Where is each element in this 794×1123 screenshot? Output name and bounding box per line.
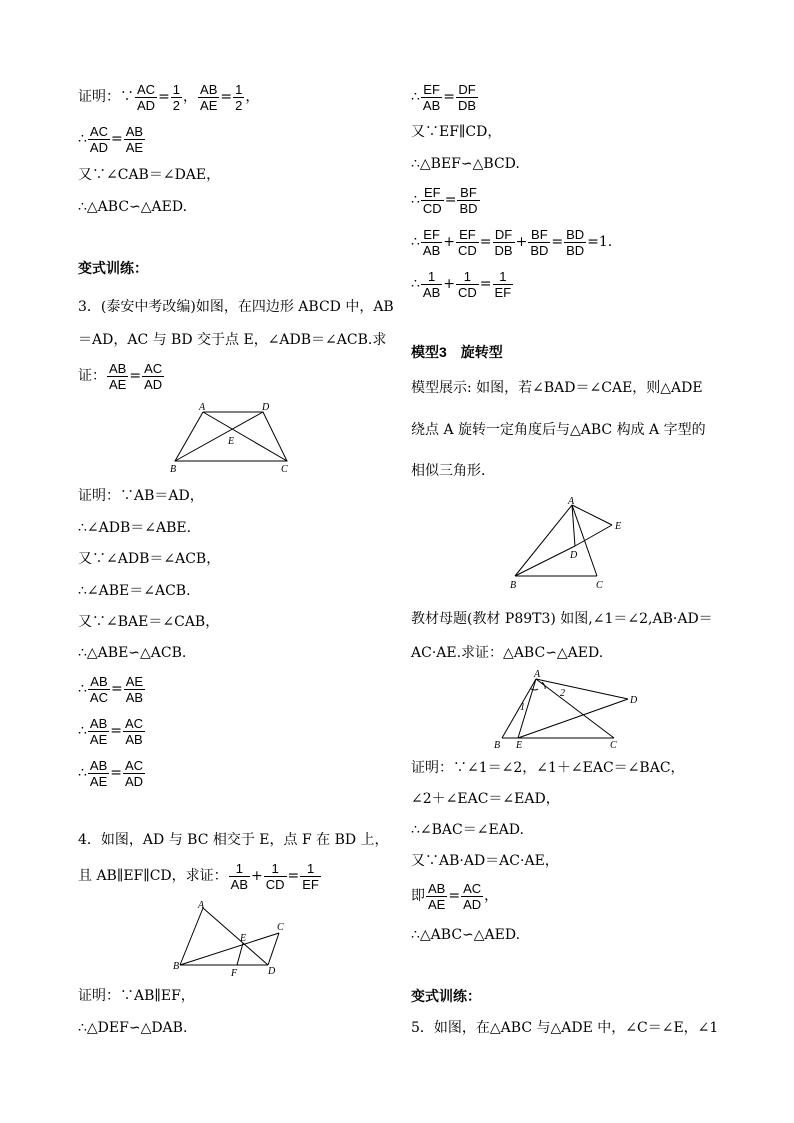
label-e: E (615, 521, 622, 532)
label-d: D (268, 966, 276, 977)
label-c: C (596, 580, 603, 591)
problem4-line1: 4．如图，AD 与 BC 相交于 E，点 F 在 BD 上， (78, 832, 389, 848)
label-c: C (281, 464, 288, 475)
label-b: B (510, 580, 517, 591)
figure-parallel-lines (170, 898, 295, 978)
proof1-angle: 又∵∠CAB＝∠DAE， (78, 167, 221, 183)
problem4-line2: 且 AB∥EF∥CD，求证： $\frac{1}{AB}$ + $\frac{1}{CD}$ = $\frac{1}{EF}$ (78, 860, 319, 892)
tb-proof-2: ∠2＋∠EAC＝∠EAD， (411, 791, 560, 807)
p3-ratio-2: ∴ $\frac{AB}{AE}$ = $\frac{AC}{AB}$ (78, 715, 144, 747)
label-angle-1: 1 (520, 702, 525, 713)
textbook-line-1: 教材母题(教材 P89T3) 如图,∠1＝∠2,AB·AD＝ (411, 611, 713, 627)
label-b: B (494, 740, 501, 751)
p3-proof-5: 又∵∠BAE＝∠CAB， (78, 614, 220, 630)
p3-proof-2: ∴∠ADB＝∠ABE. (78, 520, 192, 536)
label-angle-2: 2 (560, 688, 565, 699)
tb-proof-1: 证明：∵∠1＝∠2，∠1＋∠EAC＝∠BAC， (411, 760, 685, 776)
label-a: A (568, 496, 575, 507)
tb-proof-3: ∴∠BAC＝∠EAD. (411, 822, 524, 838)
label-a: A (198, 900, 205, 911)
model-text-1: 模型展示: 如图，若∠BAD＝∠CAE，则△ADE (411, 380, 703, 396)
textbook-line-2: AC·AE.求证：△ABC∽△AED. (411, 645, 604, 661)
figure-textbook (488, 667, 643, 752)
p3-ratio-3: ∴ $\frac{AB}{AE}$ = $\frac{AC}{AD}$ (78, 757, 144, 789)
fraction: $\frac{AC}{AD}$ (144, 360, 163, 392)
p3-proof-1: 证明：∵AB＝AD， (78, 488, 204, 504)
label-d: D (630, 695, 638, 706)
r-line-2: ∴△BEF∽△BCD. (411, 156, 520, 172)
label-c: C (610, 740, 617, 751)
r-ratio-4: ∴ $\frac{1}{AB}$ + $\frac{1}{CD}$ = $\frac{1}{EF}$ (411, 268, 512, 300)
label-b: B (173, 961, 180, 972)
fraction: $\frac{AB}{AE}$ (109, 360, 127, 392)
model-text-3: 相似三角形． (411, 463, 495, 479)
figure-rotation-model (500, 492, 630, 592)
fraction: $\frac{1}{2}$ (172, 81, 181, 113)
figure-quadrilateral (165, 400, 305, 475)
fraction: $\frac{AC}{AD}$ (89, 123, 108, 155)
tb-ratio: 即 $\frac{AB}{AE}$ = $\frac{AC}{AD}$ ， (411, 880, 499, 912)
label-f: F (231, 968, 238, 978)
label-a: A (199, 402, 206, 413)
label-d: D (570, 550, 578, 561)
p3-proof-4: ∴∠ABE＝∠ACB. (78, 583, 191, 599)
r-ratio-1: ∴ $\frac{EF}{AB}$ = $\frac{DF}{DB}$ (411, 81, 477, 113)
fraction: $\frac{AC}{AD}$ (137, 81, 156, 113)
p4-proof-2: ∴△DEF∽△DAB. (78, 1020, 188, 1036)
variant-title: 变式训练： (78, 260, 148, 276)
proof1-conclusion: ∴△ABC∽△AED. (78, 199, 188, 215)
tb-proof-4: 又∵AB·AD＝AC·AE， (411, 853, 559, 869)
label-a: A (534, 669, 541, 680)
problem3-line2: ＝AD，AC 与 BD 交于点 E，∠ADB＝∠ACB.求 (78, 332, 387, 348)
r-ratio-2: ∴ $\frac{EF}{CD}$ = $\frac{BF}{BD}$ (411, 184, 478, 216)
model3-title: 模型3 旋转型 (411, 344, 503, 360)
label-d: D (262, 402, 270, 413)
label-c: C (277, 922, 284, 933)
proof1-ratio-line: ∴ $\frac{AC}{AD}$ = $\frac{AB}{AE}$ (78, 123, 144, 155)
problem3-line3: 证： $\frac{AB}{AE}$ = $\frac{AC}{AD}$ (78, 360, 163, 392)
fraction: $\frac{AB}{AE}$ (200, 81, 218, 113)
p3-proof-3: 又∵∠ADB＝∠ACB， (78, 551, 221, 567)
tb-conclusion: ∴△ABC∽△AED. (411, 927, 521, 943)
label-e: E (228, 436, 235, 447)
label-b: B (170, 464, 177, 475)
r-ratio-3: ∴ $\frac{EF}{AB}$ + $\frac{EF}{CD}$ = $\frac{DF}{DB}$ + $\frac{BF}{BD}$ = $\frac{BD}{BD}$ =1. (411, 226, 613, 258)
p4-proof-1: 证明：∵AB∥EF， (78, 988, 195, 1004)
proof1-line: 证明：∵ $\frac{AC}{AD}$ = $\frac{1}{2}$ ， $\frac{AB}{AE}$ = $\frac{1}{2}$ ， (78, 81, 260, 113)
problem5-line1: 5．如图，在△ABC 与△ADE 中，∠C＝∠E，∠1 (411, 1020, 719, 1036)
r-line-1: 又∵EF∥CD， (411, 124, 502, 140)
label-e: E (516, 740, 523, 751)
fraction: $\frac{AB}{AE}$ (125, 123, 144, 155)
p3-ratio-1: ∴ $\frac{AB}{AC}$ = $\frac{AE}{AB}$ (78, 673, 144, 705)
model-text-2: 绕点 A 旋转一定角度后与△ABC 构成 A 字型的 (411, 422, 706, 438)
fraction: $\frac{1}{2}$ (235, 81, 243, 113)
variant-title-2: 变式训练： (411, 988, 481, 1004)
label-e: E (240, 933, 247, 944)
p3-proof-6: ∴△ABE∽△ACB. (78, 645, 187, 661)
problem3-line1: 3．(泰安中考改编)如图，在四边形 ABCD 中，AB (78, 299, 394, 315)
